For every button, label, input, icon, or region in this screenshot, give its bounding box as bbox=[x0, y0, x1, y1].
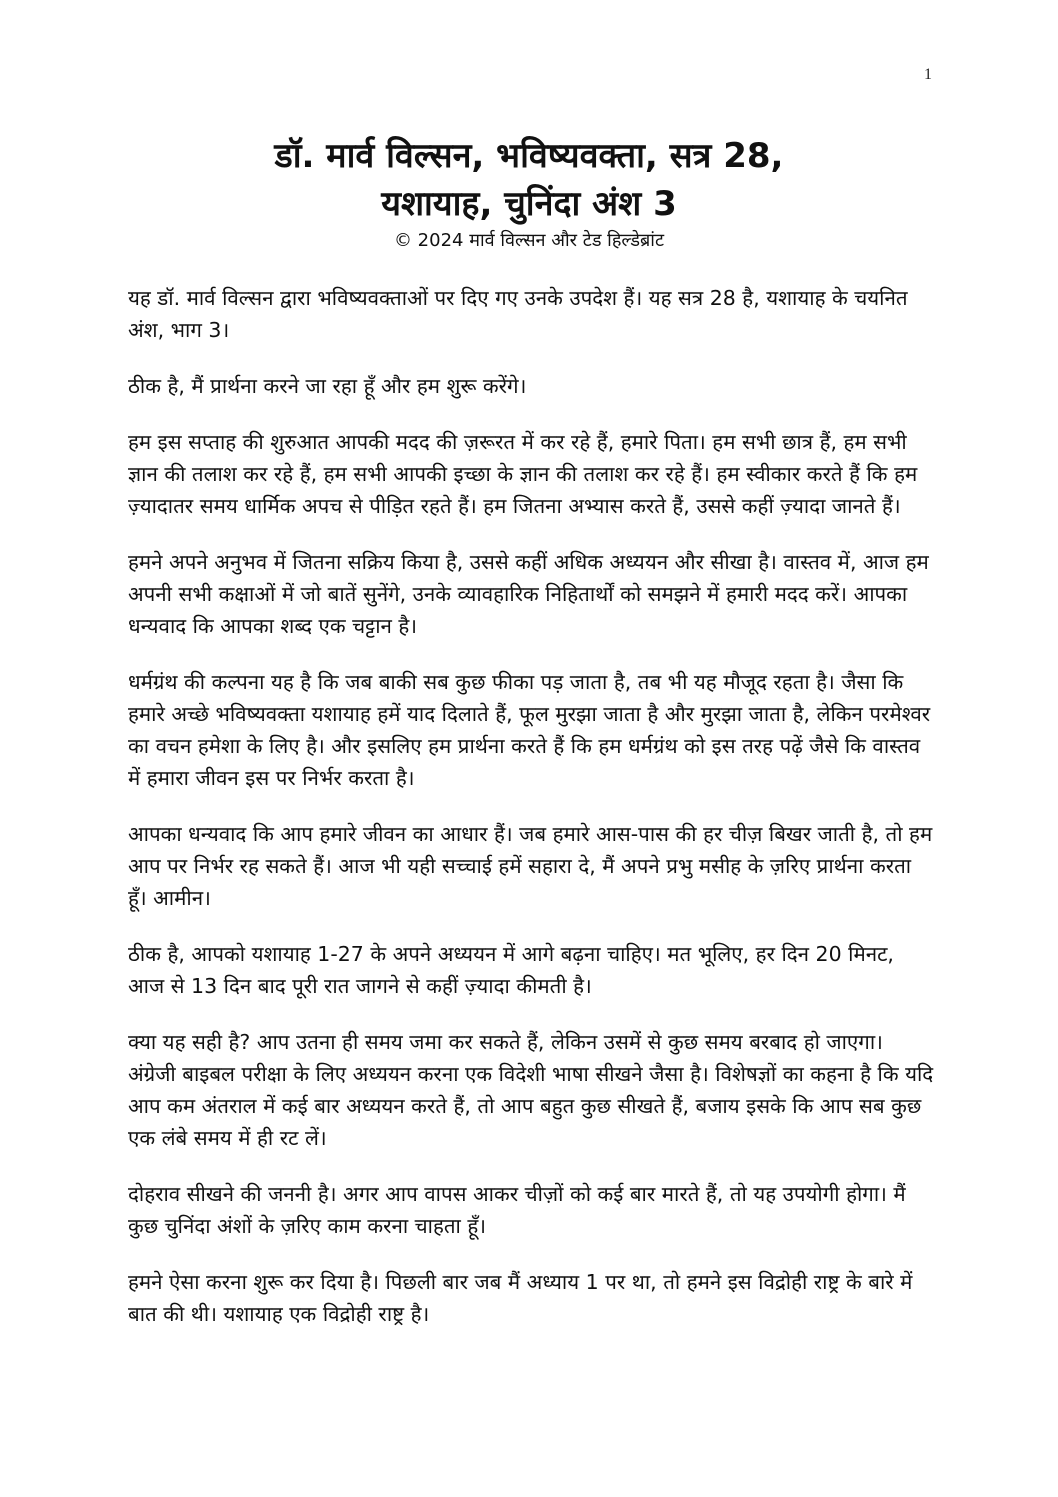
paragraph: हम इस सप्ताह की शुरुआत आपकी मदद की ज़रूरत में कर रहे हैं, हमारे पिता। हम सभी छात्र हैं, हम सभी ज्ञान की तलाश कर रहे हैं, हम सभी आपकी इच्छा के ज्ञान की तलाश कर रहे हैं। हम स्वीकार करते हैं कि हम ज़्यादातर समय धार्मिक अपच से पीड़ित रहते हैं। हम जितना अभ्यास करते हैं, उससे कहीं ज़्यादा जानते हैं। bbox=[128, 430, 918, 518]
page-number: 1 bbox=[924, 66, 932, 83]
paragraph: हमने ऐसा करना शुरू कर दिया है। पिछली बार जब मैं अध्याय 1 पर था, तो हमने इस विद्रोही राष्ट्र के बारे में बात की थी। यशायाह एक विद्रोही राष्ट्र है। bbox=[128, 1270, 913, 1326]
paragraph: आपका धन्यवाद कि आप हमारे जीवन का आधार हैं। जब हमारे आस-पास की हर चीज़ बिखर जाती है, तो हम आप पर निर्भर रह सकते हैं। आज भी यही सच्चाई हमें सहारा दे, मैं अपने प्रभु मसीह के ज़रिए प्रार्थना करता हूँ। आमीन। bbox=[128, 822, 933, 910]
paragraph: ठीक है, आपको यशायाह 1-27 के अपने अध्ययन में आगे बढ़ना चाहिए। मत भूलिए, हर दिन 20 मिनट, आज से 13 दिन बाद पूरी रात जागने से कहीं ज़्यादा कीमती है। bbox=[128, 942, 894, 998]
copyright-line: © 2024 मार्व विल्सन और टेड हिल्डेब्रांट bbox=[393, 230, 665, 251]
paragraph: हमने अपने अनुभव में जितना सक्रिय किया है, उससे कहीं अधिक अध्ययन और सीखा है। वास्तव में, आज हम अपनी सभी कक्षाओं में जो बातें सुनेंगे, उनके व्यावहारिक निहितार्थों को समझने में हमारी मदद करें। आपका धन्यवाद कि आपका शब्द एक चट्टान है। bbox=[128, 550, 929, 638]
paragraph: क्या यह सही है? आप उतना ही समय जमा कर सकते हैं, लेकिन उसमें से कुछ समय बरबाद हो जाएगा। अंग्रेजी बाइबल परीक्षा के लिए अध्ययन करना एक विदेशी भाषा सीखने जैसा है। विशेषज्ञों का कहना है कि यदि आप कम अंतराल में कई बार अध्ययन करते हैं, तो आप बहुत कुछ सीखते हैं, बजाय इसके कि आप सब कुछ एक लंबे समय में ही रट लें। bbox=[128, 1030, 934, 1150]
title-line-2: यशायाह, चुनिंदा अंश 3 bbox=[381, 184, 677, 224]
paragraph: ठीक है, मैं प्रार्थना करने जा रहा हूँ और हम शुरू करेंगे। bbox=[128, 374, 527, 398]
title-line-1: डॉ. मार्व विल्सन, भविष्यवक्ता, सत्र 28, bbox=[274, 136, 784, 176]
document-title bbox=[128, 132, 930, 228]
paragraph: यह डॉ. मार्व विल्सन द्वारा भविष्यवक्ताओं पर दिए गए उनके उपदेश हैं। यह सत्र 28 है, यशायाह के चयनित अंश, भाग 3। bbox=[128, 286, 908, 342]
document-header bbox=[128, 132, 930, 254]
paragraph: दोहराव सीखने की जननी है। अगर आप वापस आकर चीज़ों को कई बार मारते हैं, तो यह उपयोगी होगा। मैं कुछ चुनिंदा अंशों के ज़रिए काम करना चाहता हूँ। bbox=[128, 1182, 906, 1238]
document-body bbox=[128, 282, 934, 1354]
paragraph: धर्मग्रंथ की कल्पना यह है कि जब बाकी सब कुछ फीका पड़ जाता है, तब भी यह मौजूद रहता है। जैसा कि हमारे अच्छे भविष्यवक्ता यशायाह हमें याद दिलाते हैं, फूल मुरझा जाता है और मुरझा जाता है, लेकिन परमेश्वर का वचन हमेशा के लिए है। और इसलिए हम प्रार्थना करते हैं कि हम धर्मग्रंथ को इस तरह पढ़ें जैसे कि वास्तव में हमारा जीवन इस पर निर्भर करता है। bbox=[128, 670, 931, 790]
